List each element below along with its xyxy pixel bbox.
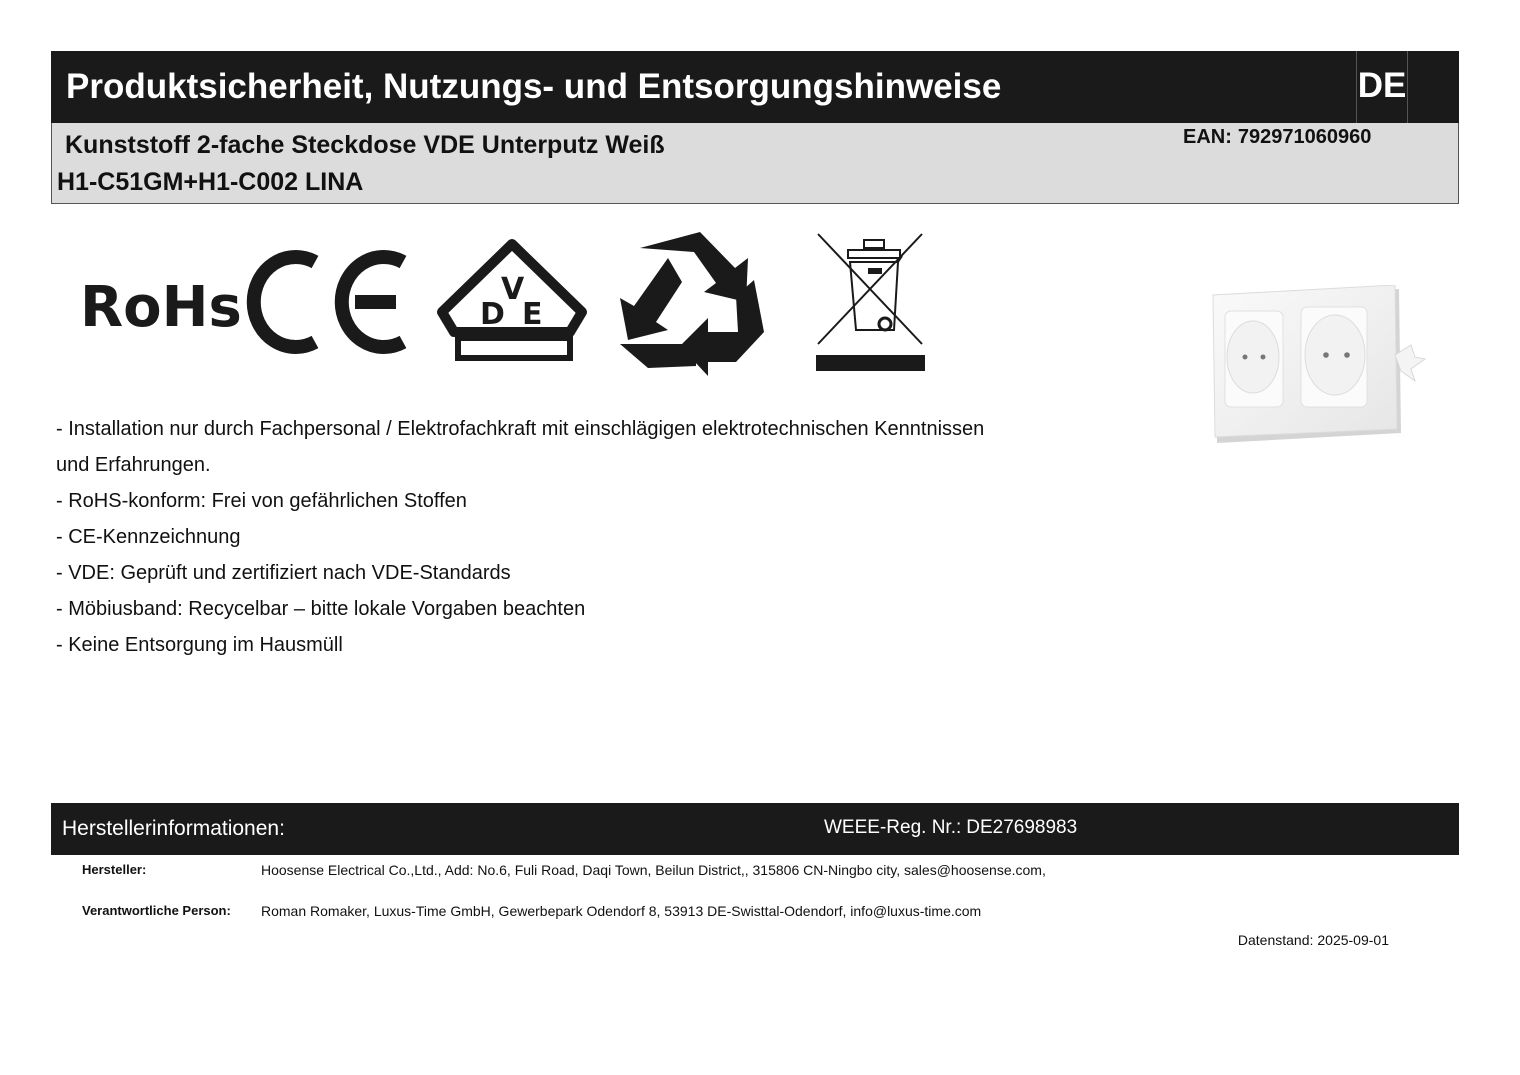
manufacturer-label: Hersteller:: [82, 862, 147, 877]
socket-left: [1225, 311, 1283, 407]
safety-notes: [56, 411, 1116, 663]
ean-code: [1183, 126, 1371, 149]
crossed-bin-icon: [816, 234, 925, 371]
responsible-person-label: Verantwortliche Person:: [82, 903, 231, 918]
ce-mark-icon: [254, 257, 403, 347]
note-item: - VDE: Geprüft und zertifiziert nach VDE-Standards: [56, 562, 511, 584]
responsible-person-value: Roman Romaker, Luxus-Time GmbH, Gewerbepark Odendorf 8, 53913 DE-Swisttal-Odendorf, info@luxus-time.com: [261, 903, 982, 919]
product-name: Kunststoff 2-fache Steckdose VDE Unterputz Weiß: [65, 131, 665, 159]
socket-right: [1301, 307, 1367, 407]
note-item: - RoHS-konform: Frei von gefährlichen Stoffen: [56, 490, 467, 512]
note-item: - Keine Entsorgung im Hausmüll: [56, 634, 343, 656]
note-item: - CE-Kennzeichnung: [56, 526, 241, 548]
product-image: [1205, 285, 1435, 455]
rohs-icon: RoHs: [80, 275, 242, 340]
certification-icons: [0, 0, 1000, 400]
manufacturer-value: Hoosense Electrical Co.,Ltd., Add: No.6, Fuli Road, Daqi Town, Beilun District,, 315806 CN-Ningbo city, sales@hoosense.com,: [261, 862, 1046, 878]
language-badge: DE: [1356, 51, 1408, 123]
note-item: - Installation nur durch Fachpersonal / Elektrofachkraft mit einschlägigen elektrotechnischen Kenntnissen: [56, 418, 985, 440]
ean-value: 792971060960: [1237, 126, 1372, 148]
date-label: Datenstand:: [1237, 932, 1314, 948]
vde-letter-d: D: [480, 297, 505, 332]
manufacturer-section-title: Herstellerinformationen:: [62, 817, 285, 840]
date-value: 2025-09-01: [1317, 932, 1389, 948]
note-item: und Erfahrungen.: [56, 454, 211, 476]
ean-label: EAN:: [1183, 126, 1232, 148]
product-model: H1-C51GM+H1-C002 LINA: [57, 168, 364, 196]
page-title: Produktsicherheit, Nutzungs- und Entsorgungshinweise: [66, 67, 1002, 106]
manufacturer-header: [51, 803, 1459, 855]
recycling-icon: [620, 232, 764, 376]
vde-letter-v: V: [501, 272, 525, 307]
weee-label: WEEE-Reg. Nr.:: [824, 817, 962, 838]
note-item: - Möbiusband: Recycelbar – bitte lokale Vorgaben beachten: [56, 598, 586, 620]
vde-letter-e: E: [522, 297, 543, 332]
weee-registration: [824, 817, 1077, 839]
data-date: [1238, 932, 1389, 948]
weee-value: DE27698983: [966, 817, 1078, 838]
vde-mark-icon: [442, 244, 582, 358]
